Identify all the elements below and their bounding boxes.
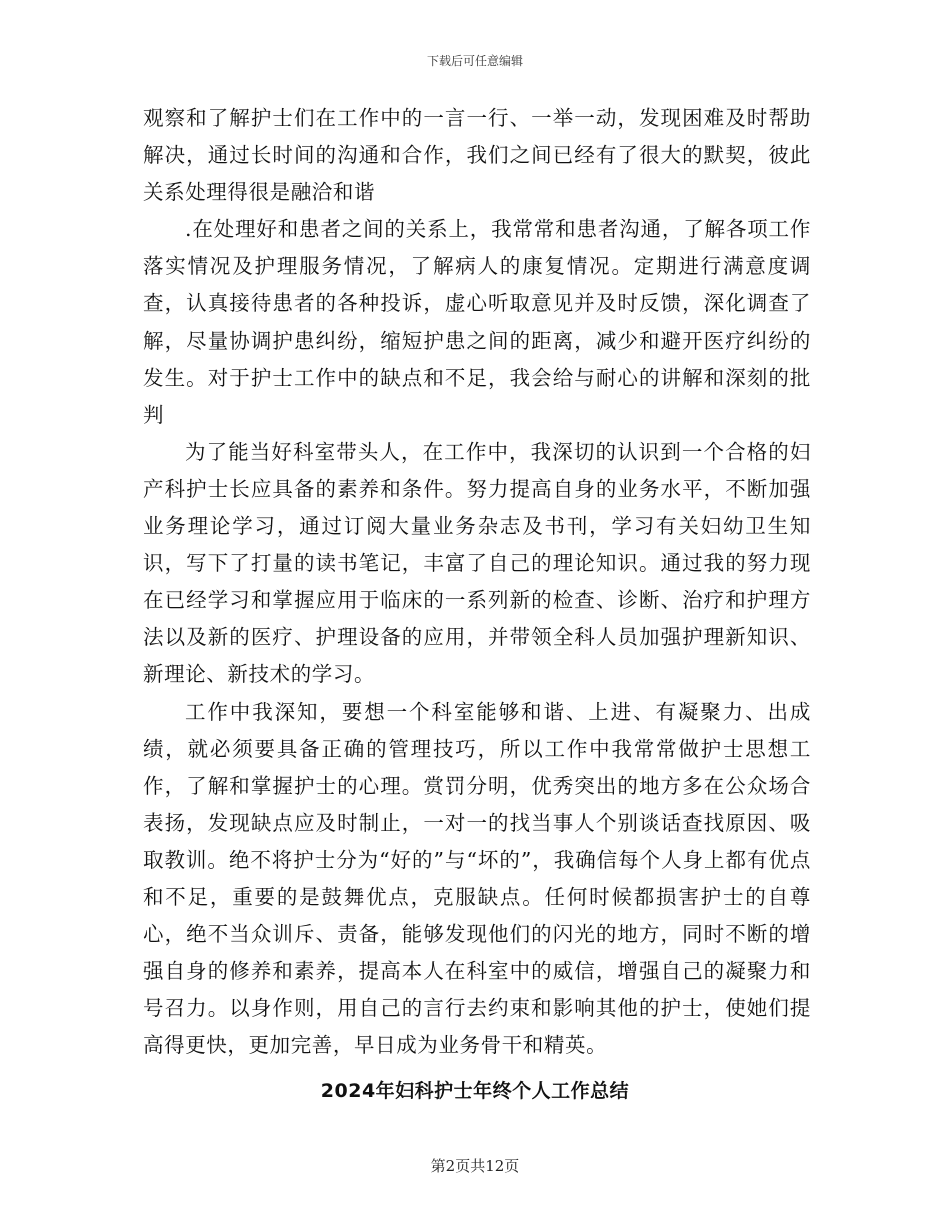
document-body [143, 100, 811, 1064]
paragraph-4: 工作中我深知，要想一个科室能够和谐、上进、有凝聚力、出成绩，就必须要具备正确的管理技巧，所以工作中我常常做护士思想工作，了解和掌握护士的心理。赏罚分明，优秀突出的地方多在公众场合表扬，发现缺点应及时制止，一对一的找当事人个别谈话查找原因、吸取教训。绝不将护士分为“好的”与“坏的”，我确信每个人身上都有优点和不足，重要的是鼓舞优点，克服缺点。任何时候都损害护士的自尊心，绝不当众训斥、责备，能够发现他们的闪光的地方，同时不断的增强自身的修养和素养，提高本人在科室中的威信，增强自己的凝聚力和号召力。以身作则，用自己的言行去约束和影响其他的护士，使她们提高得更快，更加完善，早日成为业务骨干和精英。 [143, 699, 811, 1058]
paragraph-3: 为了能当好科室带头人，在工作中，我深切的认识到一个合格的妇产科护士长应具备的素养和条件。努力提高自身的业务水平，不断加强业务理论学习，通过订阅大量业务杂志及书刊，学习有关妇幼卫生知识，写下了打量的读书笔记，丰富了自己的理论知识。通过我的努力现在已经学习和掌握应用于临床的一系列新的检查、诊断、治疗和护理方法以及新的医疗、护理设备的应用，并带领全科人员加强护理新知识、新理论、新技术的学习。 [143, 439, 811, 687]
page-number: 第2页共12页 [430, 1157, 520, 1175]
paragraph-2: .在处理好和患者之间的关系上，我常常和患者沟通，了解各项工作落实情况及护理服务情况，了解病人的康复情况。定期进行满意度调查，认真接待患者的各种投诉，虚心听取意见并及时反馈，深化调查了解，尽量协调护患纠纷，缩短护患之间的距离，减少和避开医疗纠纷的发生。对于护士工作中的缺点和不足，我会给与耐心的讲解和深刻的批判 [143, 217, 811, 427]
page-header-note: 下载后可任意编辑 [426, 54, 523, 68]
paragraph-1: 观察和了解护士们在工作中的一言一行、一举一动，发现困难及时帮助解决，通过长时间的沟通和合作，我们之间已经有了很大的默契，彼此关系处理得很是融洽和谐 [143, 106, 811, 205]
section-heading: 2024年妇科护士年终个人工作总结 [320, 1080, 630, 1102]
